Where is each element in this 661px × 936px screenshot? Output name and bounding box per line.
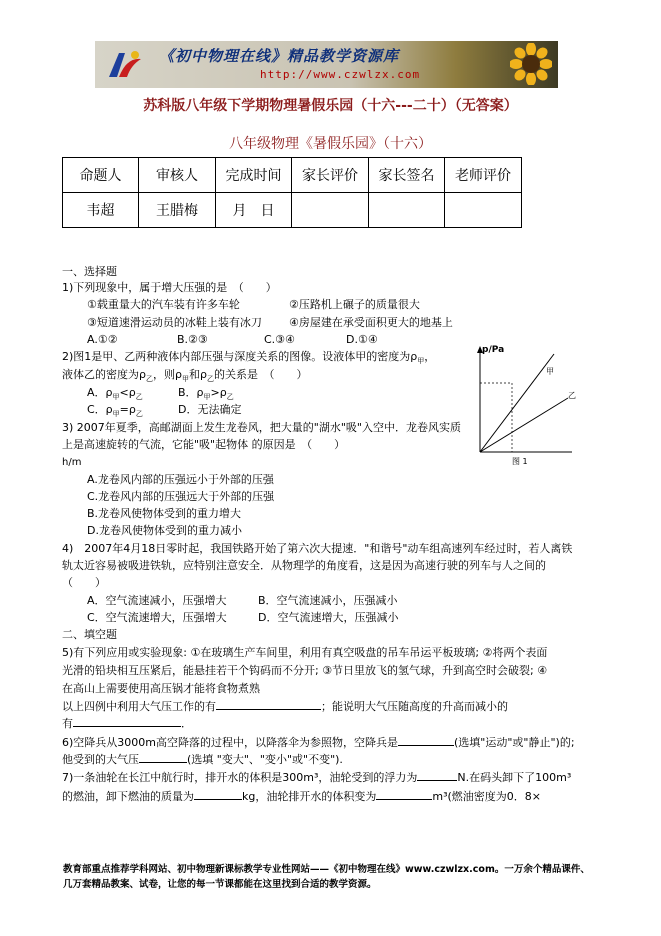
info-table xyxy=(62,157,522,228)
subscript: 甲 xyxy=(112,393,120,402)
q5-text: ；能说明大气压随高度的升高而减小的 xyxy=(321,700,508,713)
series-label-yi: 乙 xyxy=(568,391,576,400)
q2-text: =ρ xyxy=(119,403,136,416)
question-1-option: ③短道速滑运动员的冰鞋上装有冰刀 xyxy=(87,316,262,329)
question-3-choice: A.龙卷风内部的压强远小于外部的压强 xyxy=(87,473,274,486)
header-cell: 老师评价 xyxy=(445,158,522,193)
question-2-choice xyxy=(87,403,143,421)
question-2-choice: D．无法确定 xyxy=(178,403,242,416)
section-heading: 二、填空题 xyxy=(62,628,117,641)
q2-text: C．ρ xyxy=(87,403,113,416)
value-cell xyxy=(292,193,369,228)
question-2-line xyxy=(62,368,307,386)
q7-text: kg，油轮排开水的体积变为 xyxy=(242,790,377,803)
figure-caption: 图 1 xyxy=(512,457,528,465)
sunflower-icon xyxy=(510,43,552,85)
subscript: 甲 xyxy=(181,375,189,384)
q2-text: B．ρ xyxy=(178,386,204,399)
header-cell: 家长评价 xyxy=(292,158,369,193)
header-cell: 完成时间 xyxy=(216,158,292,193)
question-5-line: 光滑的铅块相互压紧后，能悬挂若干个钩码而不分开; ③节日里放飞的氢气球，升到高空时会破裂; ④ xyxy=(62,664,548,677)
subscript: 乙 xyxy=(226,393,234,402)
question-3-choice: B.龙卷风使物体受到的重力增大 xyxy=(87,507,242,520)
question-2-choice xyxy=(178,386,234,404)
q2-text: 液体乙的密度为ρ xyxy=(62,368,146,381)
y-axis-label: p/Pa xyxy=(482,345,505,355)
question-3-line: 3) 2007年夏季，高邮湖面上发生龙卷风，把大量的"湖水"吸"入空中．龙卷风实质 xyxy=(62,421,461,434)
header-cell: 家长签名 xyxy=(369,158,445,193)
worksheet-title: 八年级物理《暑假乐园》（十六） xyxy=(229,136,432,152)
question-7-line xyxy=(62,789,541,804)
value-cell xyxy=(369,193,445,228)
value-cell: 韦超 xyxy=(63,193,139,228)
question-5-line xyxy=(62,716,192,731)
question-5-line: 在高山上需要使用高压锅才能将食物煮熟 xyxy=(62,682,260,695)
question-1-choice: D.①④ xyxy=(346,333,378,346)
question-1-option: ④房屋建在承受面积更大的地基上 xyxy=(289,316,453,329)
q7-text: 7)一条油轮在长江中航行时，排开水的体积是300m³，油轮受到的浮力为 xyxy=(62,771,418,784)
question-4-line: 4) 2007年4月18日零时起，我国铁路开始了第六次大提速．"和谐号"动车组高速列车经过时，若人离铁 xyxy=(62,542,573,555)
question-1-option: ①载重量大的汽车装有许多车轮 xyxy=(87,298,240,311)
question-4-choice: C．空气流速增大，压强增大 xyxy=(87,611,227,624)
question-4-choice: B．空气流速减小，压强减小 xyxy=(258,594,398,607)
q2-text: 和ρ xyxy=(188,368,207,381)
answer-blank[interactable] xyxy=(73,716,181,727)
subscript: 甲 xyxy=(203,393,211,402)
q2-text: ，则ρ xyxy=(152,368,182,381)
site-banner xyxy=(95,41,558,88)
question-1-choice: B.②③ xyxy=(177,333,208,346)
question-3-choice: D.龙卷风使物体受到的重力减小 xyxy=(87,524,242,537)
q7-text: 的燃油，卸下燃油的质量为 xyxy=(62,790,194,803)
header-cell: 命题人 xyxy=(63,158,139,193)
q6-text: 6)空降兵从3000m高空降落的过程中，以降落伞为参照物，空降兵是 xyxy=(62,736,398,749)
answer-blank[interactable] xyxy=(216,699,321,710)
q7-text: m³(燃油密度为0．8× xyxy=(432,790,541,803)
figure-1-graph xyxy=(470,340,580,465)
section-heading: 一、选择题 xyxy=(62,265,117,278)
page-footer xyxy=(63,862,623,892)
question-2-choice xyxy=(87,386,143,404)
subscript: 甲 xyxy=(417,357,425,366)
q5-text: 有 xyxy=(62,717,73,730)
question-1-choice: A.①② xyxy=(87,333,118,346)
question-6-line xyxy=(62,735,575,750)
q5-text: 以上四例中利用大气压工作的有 xyxy=(62,700,216,713)
question-1-choice: C.③④ xyxy=(264,333,295,346)
subscript: 乙 xyxy=(135,393,143,402)
question-5-line xyxy=(62,699,508,714)
answer-blank[interactable] xyxy=(376,789,432,800)
question-4-choice: D．空气流速增大，压强减小 xyxy=(258,611,399,624)
question-7-line xyxy=(62,770,571,785)
value-cell: 月 日 xyxy=(216,193,292,228)
q2-text: 的关系是 （ ） xyxy=(213,368,308,381)
question-6-line xyxy=(62,752,343,767)
question-4-line: （ ） xyxy=(62,576,106,589)
question-3-choice: C.龙卷风内部的压强远大于外部的压强 xyxy=(87,490,275,503)
x-axis-label: h/m xyxy=(62,457,82,468)
subscript: 甲 xyxy=(112,410,120,419)
question-5-line: 5)有下列应用或实验现象: ①在玻璃生产车间里，利用有真空吸盘的吊车吊运平板玻璃; ②将两个表面 xyxy=(62,646,548,659)
footer-line: 几万套精品教案、试卷，让您的每一节课都能在这里找到合适的教学资源。 xyxy=(63,879,377,890)
value-cell: 王腊梅 xyxy=(139,193,216,228)
question-4-line: 轨太近容易被吸进铁轨，应特别注意安全．从物理学的角度看，这是因为高速行驶的列车与人之间的 xyxy=(62,559,546,572)
banner-url[interactable]: http://www.czwlzx.com xyxy=(260,68,421,81)
answer-blank[interactable] xyxy=(194,789,242,800)
series-label-jia: 甲 xyxy=(546,367,554,376)
line-jia xyxy=(480,354,554,452)
answer-blank[interactable] xyxy=(139,752,187,763)
q2-text: A．ρ xyxy=(87,386,113,399)
value-cell xyxy=(445,193,522,228)
footer-line: 教育部重点推荐学科网站、初中物理新课标教学专业性网站——《初中物理在线》www.czwlzx.com。一万余个精品课件、 xyxy=(63,864,590,875)
q2-text: <ρ xyxy=(119,386,136,399)
q5-text: ． xyxy=(181,717,192,730)
info-table-header-row xyxy=(63,158,522,193)
answer-blank[interactable] xyxy=(417,770,457,781)
info-table-value-row xyxy=(63,193,522,228)
line-yi xyxy=(480,398,568,452)
q6-text: (选填"运动"或"静止")的; xyxy=(454,736,575,749)
site-logo-icon xyxy=(105,47,145,83)
subscript: 乙 xyxy=(145,375,153,384)
header-cell: 审核人 xyxy=(139,158,216,193)
q2-text: >ρ xyxy=(210,386,227,399)
question-1-stem: 1)下列现象中，属于增大压强的是 （ ） xyxy=(62,281,277,294)
document-title: 苏科版八年级下学期物理暑假乐园（十六---二十）（无答案） xyxy=(143,98,518,114)
subscript: 乙 xyxy=(206,375,214,384)
question-3-line: 上是高速旋转的气流，它能"吸"起物体 的原因是 （ ） xyxy=(62,438,346,451)
question-2-line xyxy=(62,350,435,368)
q2-text: 2)图1是甲、乙两种液体内部压强与深度关系的图像。设液体甲的密度为ρ xyxy=(62,350,418,363)
answer-blank[interactable] xyxy=(398,735,454,746)
q6-text: (选填 "变大"、"变小"或"不变"). xyxy=(187,753,343,766)
q2-text: ， xyxy=(424,350,436,363)
q6-text: 他受到的大气压 xyxy=(62,753,139,766)
question-1-option: ②压路机上碾子的质量很大 xyxy=(289,298,420,311)
q7-text: N.在码头卸下了100m³ xyxy=(457,771,572,784)
subscript: 乙 xyxy=(135,410,143,419)
question-4-choice: A．空气流速减小，压强增大 xyxy=(87,594,227,607)
banner-title: 《初中物理在线》精品教学资源库 xyxy=(159,47,400,65)
